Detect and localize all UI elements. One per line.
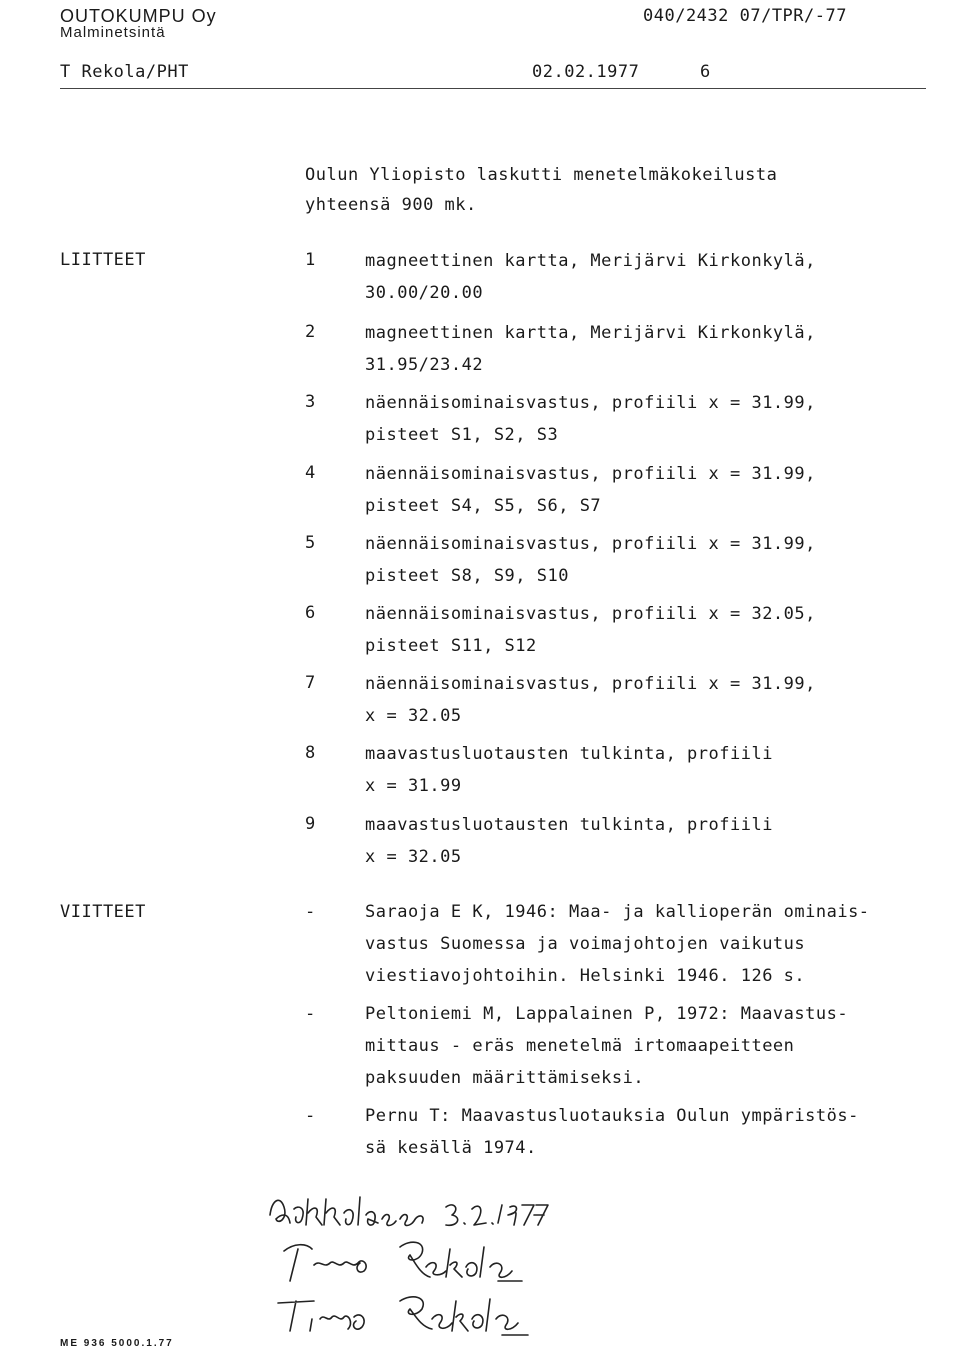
header-divider (60, 88, 926, 89)
attachment-line: pisteet S4, S5, S6, S7 (365, 496, 602, 516)
intro-line: Oulun Yliopisto laskutti menetelmäkokeilusta (305, 165, 778, 185)
intro-line: yhteensä 900 mk. (305, 195, 477, 215)
form-code: ME 936 5000.1.77 (60, 1338, 174, 1349)
attachment-item (365, 458, 816, 522)
attachment-line: 31.95/23.42 (365, 355, 484, 375)
attachment-number: 3 (305, 392, 316, 412)
attachment-number: 8 (305, 743, 316, 763)
document-date: 02.02.1977 (532, 62, 640, 82)
attachment-number: 5 (305, 533, 316, 553)
attachment-line: x = 31.99 (365, 776, 462, 796)
attachment-line: maavastusluotausten tulkinta, profiili (365, 815, 773, 835)
reference-line: Saraoja E K, 1946: Maa- ja kallioperän ominais- (365, 902, 870, 922)
reference-line: viestiavojohtoihin. Helsinki 1946. 126 s. (365, 966, 806, 986)
attachment-item (365, 387, 816, 451)
reference-item (365, 896, 870, 992)
attachment-item (365, 598, 816, 662)
attachment-line: näennäisominaisvastus, profiili x = 32.05, (365, 604, 816, 624)
department-name: Malminetsintä (60, 24, 166, 41)
attachment-line: pisteet S8, S9, S10 (365, 566, 569, 586)
reference-line: Peltoniemi M, Lappalainen P, 1972: Maavastus- (365, 1004, 849, 1024)
attachment-number: 9 (305, 814, 316, 834)
attachment-line: 30.00/20.00 (365, 283, 484, 303)
reference-line: paksuuden määrittämiseksi. (365, 1068, 645, 1088)
page-number: 6 (700, 62, 711, 82)
reference-bullet: - (305, 1106, 316, 1126)
references-heading: VIITTEET (60, 902, 146, 922)
attachment-item (365, 738, 773, 802)
attachment-number: 7 (305, 673, 316, 693)
reference-bullet: - (305, 902, 316, 922)
attachment-number: 4 (305, 463, 316, 483)
attachment-line: pisteet S1, S2, S3 (365, 425, 559, 445)
attachment-item (365, 528, 816, 592)
reference-bullet: - (305, 1004, 316, 1024)
document-reference: 040/2432 07/TPR/-77 (643, 6, 847, 26)
reference-line: sä kesällä 1974. (365, 1138, 537, 1158)
attachment-line: magneettinen kartta, Merijärvi Kirkonkylä, (365, 323, 816, 343)
handwritten-signature (250, 1185, 610, 1345)
attachment-line: maavastusluotausten tulkinta, profiili (365, 744, 773, 764)
reference-line: vastus Suomessa ja voimajohtojen vaikutus (365, 934, 806, 954)
attachment-line: x = 32.05 (365, 706, 462, 726)
reference-item (365, 1100, 859, 1164)
attachment-line: näennäisominaisvastus, profiili x = 31.99, (365, 393, 816, 413)
reference-line: mittaus - eräs menetelmä irtomaapeitteen (365, 1036, 795, 1056)
attachments-heading: LIITTEET (60, 250, 146, 270)
attachment-item (365, 317, 816, 381)
company-name: OUTOKUMPU Oy (60, 6, 217, 26)
attachment-line: näennäisominaisvastus, profiili x = 31.99, (365, 674, 816, 694)
attachment-number: 1 (305, 250, 316, 270)
attachment-line: näennäisominaisvastus, profiili x = 31.99, (365, 464, 816, 484)
attachment-line: näennäisominaisvastus, profiili x = 31.99, (365, 534, 816, 554)
reference-item (365, 998, 848, 1094)
attachment-number: 2 (305, 322, 316, 342)
attachment-line: magneettinen kartta, Merijärvi Kirkonkylä, (365, 251, 816, 271)
attachment-item (365, 668, 816, 732)
attachment-line: pisteet S11, S12 (365, 636, 537, 656)
reference-line: Pernu T: Maavastusluotauksia Oulun ympäristös- (365, 1106, 859, 1126)
attachment-item (365, 245, 816, 309)
attachment-line: x = 32.05 (365, 847, 462, 867)
attachment-number: 6 (305, 603, 316, 623)
author-line: T Rekola/PHT (60, 62, 189, 82)
attachment-item (365, 809, 773, 873)
intro-paragraph (305, 160, 777, 220)
